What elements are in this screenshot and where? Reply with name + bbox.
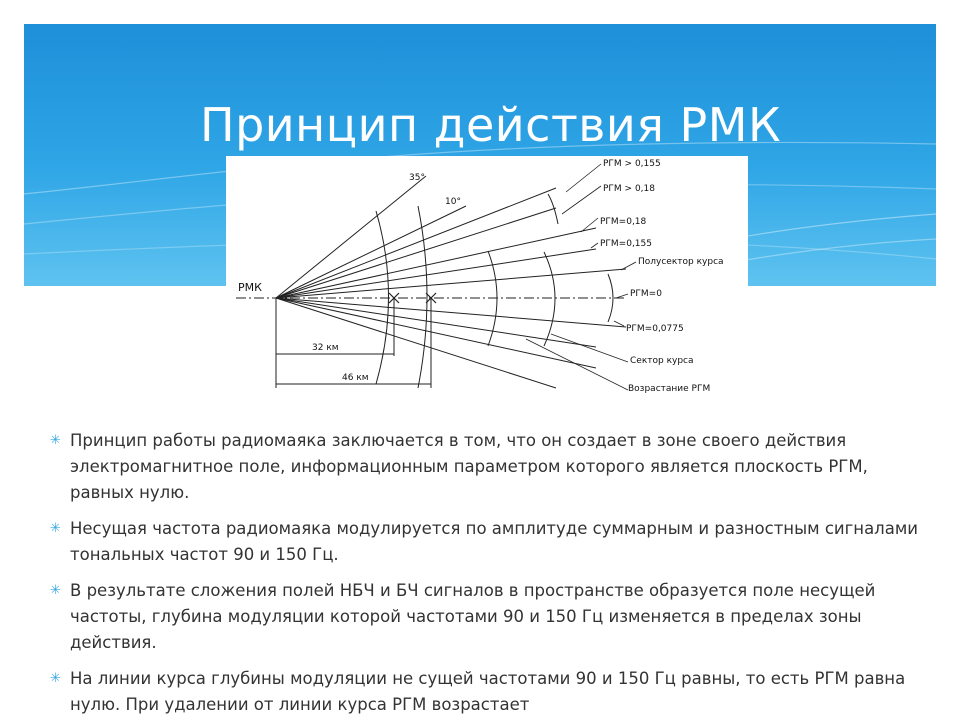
list-item — [44, 516, 924, 568]
list-item-text: На линии курса глубины модуляции не сущей частотами 90 и 150 Гц равны, то есть РГМ равна нулю. При удалении от линии курса РГМ возрастает — [70, 669, 906, 714]
list-item — [44, 666, 924, 718]
list-item — [44, 428, 924, 506]
list-item-text: Несущая частота радиомаяка модулируется по амплитуде суммарным и разностным сигналами тональных частот 90 и 150 Гц. — [70, 519, 919, 564]
label-rgm-00775: РГМ=0,0775 — [626, 324, 684, 334]
label-rgm-gt-018: РГМ > 0,18 — [603, 184, 655, 194]
label-rgm-018: РГМ=0,18 — [600, 217, 647, 227]
rmk-diagram — [226, 156, 748, 408]
bullet-icon: ✳ — [50, 433, 61, 448]
label-rgm-0155: РГМ=0,155 — [600, 239, 652, 249]
angle-35-label: 35° — [409, 173, 425, 183]
beam-lines — [276, 176, 626, 388]
distance-32-label: 32 км — [312, 343, 339, 353]
bullet-icon: ✳ — [50, 521, 61, 536]
list-item-text: В результате сложения полей НБЧ и БЧ сигналов в пространстве образуется поле несущей частоты, глубина модуляции которой частотами 90 и 150 Гц изменяется в пределах зоны действия. — [70, 581, 876, 652]
list-item-text: Принцип работы радиомаяка заключается в том, что он создает в зоне своего действия электромагнитное поле, информационным параметром которого является плоскость РГМ, равных нулю. — [70, 431, 868, 502]
label-rgm-gt-0155: РГМ > 0,155 — [603, 159, 661, 169]
label-half-sector: Полусектор курса — [638, 257, 724, 267]
bullet-icon: ✳ — [50, 583, 61, 598]
label-course-sector: Сектор курса — [630, 356, 694, 366]
distance-46-label: 46 км — [342, 373, 369, 383]
source-label: РМК — [238, 281, 262, 294]
bullet-icon: ✳ — [50, 671, 61, 686]
angle-10-label: 10° — [445, 197, 461, 207]
page-title: Принцип действия РМК — [200, 98, 782, 152]
bullet-list — [44, 428, 924, 728]
label-rgm-increase: Возрастание РГМ — [628, 384, 711, 394]
sector-arcs — [376, 194, 613, 388]
label-rgm-0: РГМ=0 — [630, 289, 662, 299]
list-item — [44, 578, 924, 656]
